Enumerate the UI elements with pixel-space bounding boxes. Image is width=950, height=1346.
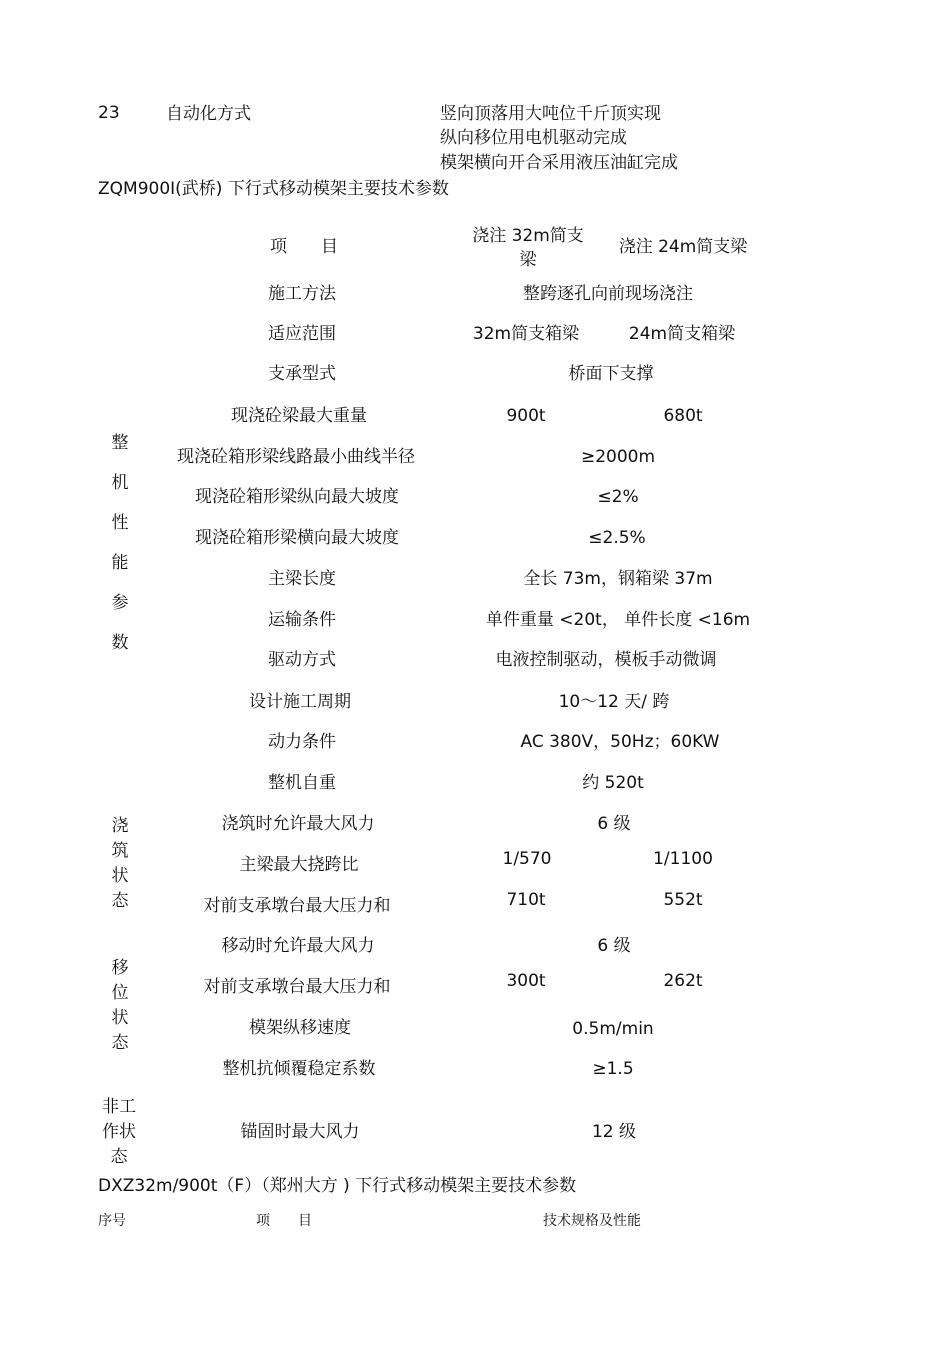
row-item: 主梁最大挠跨比 <box>239 855 359 875</box>
section-title-2: DXZ32m/900t（F）（郑州大方 ) 下行式移动模架主要技术参数 <box>98 1176 577 1196</box>
row-item: 移动时允许最大风力 <box>221 936 375 956</box>
row-value: 整跨逐孔向前现场浇注 <box>523 284 693 304</box>
item-number: 23 <box>98 103 120 123</box>
row-value: 电液控制驱动，模板手动微调 <box>495 650 717 670</box>
group-char: 机 <box>111 473 129 493</box>
item-desc-line-3: 模架横向开合采用液压油缸完成 <box>440 153 678 173</box>
row-item: 现浇砼箱形梁线路最小曲线半径 <box>177 447 415 467</box>
group-char: 筑 <box>111 841 129 861</box>
row-value-1: 900t <box>506 406 546 426</box>
row-item: 浇筑时允许最大风力 <box>221 814 375 834</box>
row-item: 运输条件 <box>268 610 336 630</box>
header-col2: 浇注 24m简支梁 <box>618 237 748 257</box>
group-char: 数 <box>111 633 129 653</box>
row-value: 12 级 <box>591 1122 637 1142</box>
row-value: 桥面下支撑 <box>568 364 654 384</box>
header-seq: 序号 <box>98 1213 126 1229</box>
row-item: 对前支承墩台最大压力和 <box>203 977 391 997</box>
row-value: 10～12 天/ 跨 <box>558 692 670 712</box>
row-value-1: 300t <box>506 971 546 991</box>
group-char: 位 <box>111 983 129 1003</box>
group-char: 移 <box>111 958 129 978</box>
row-item: 现浇砼箱形梁纵向最大坡度 <box>195 487 399 507</box>
row-value-2: 552t <box>663 890 703 910</box>
row-item: 现浇砼梁最大重量 <box>231 406 367 426</box>
row-value: 6 级 <box>597 814 631 834</box>
row-item: 现浇砼箱形梁横向最大坡度 <box>195 528 399 548</box>
header-item: 项 目 <box>270 237 338 257</box>
row-item: 模架纵移速度 <box>249 1018 351 1038</box>
row-value-1: 710t <box>506 890 546 910</box>
group-char: 性 <box>111 513 129 533</box>
group-char: 态 <box>111 891 129 911</box>
group-char: 态 <box>110 1147 128 1167</box>
group-char: 态 <box>111 1033 129 1053</box>
group-char: 能 <box>111 553 129 573</box>
row-item: 主梁长度 <box>268 569 336 589</box>
group-char: 状 <box>111 866 129 886</box>
group-char: 状 <box>111 1008 129 1028</box>
row-value-2: 1/1100 <box>653 849 713 869</box>
section-title: ZQM900I(武桥) 下行式移动模架主要技术参数 <box>98 179 449 199</box>
row-item: 支承型式 <box>268 364 336 384</box>
row-value-2: 262t <box>663 971 703 991</box>
row-value: 6 级 <box>597 936 631 956</box>
header-item-2: 项 目 <box>256 1213 312 1229</box>
row-value: AC 380V，50Hz；60KW <box>520 732 720 752</box>
row-item: 设计施工周期 <box>249 692 351 712</box>
header-spec: 技术规格及性能 <box>543 1213 641 1229</box>
row-value-2: 680t <box>663 406 703 426</box>
row-value: 单件重量 <20t， 单件长度 <16m <box>485 610 751 630</box>
group-char: 作状 <box>102 1122 136 1142</box>
row-value: ≤2.5% <box>588 528 646 548</box>
group-char: 整 <box>111 433 129 453</box>
row-value: ≤2% <box>597 487 639 507</box>
row-value-1: 1/570 <box>502 849 552 869</box>
item-desc-line-1: 竖向顶落用大吨位千斤顶实现 <box>440 104 661 124</box>
row-item: 对前支承墩台最大压力和 <box>203 896 391 916</box>
row-value: ≥1.5 <box>592 1059 634 1079</box>
row-value: 0.5m/min <box>572 1019 654 1039</box>
row-value-2: 24m简支箱梁 <box>628 324 736 344</box>
item-name: 自动化方式 <box>166 104 251 124</box>
item-desc-line-2: 纵向移位用电机驱动完成 <box>440 128 627 148</box>
row-item: 驱动方式 <box>268 650 336 670</box>
row-value-1: 32m简支箱梁 <box>472 324 580 344</box>
header-col1-line1: 浇注 32m简支 <box>472 226 584 246</box>
group-char: 参 <box>111 593 129 613</box>
row-item: 施工方法 <box>268 284 336 304</box>
group-char: 非工 <box>102 1097 136 1117</box>
row-value: 全长 73m，钢箱梁 37m <box>523 569 713 589</box>
row-item: 整机自重 <box>268 773 336 793</box>
header-col1-line2: 梁 <box>519 250 537 270</box>
row-value: 约 520t <box>582 773 644 793</box>
row-item: 整机抗倾覆稳定系数 <box>222 1059 376 1079</box>
row-item: 锚固时最大风力 <box>240 1122 360 1142</box>
row-item: 动力条件 <box>268 732 336 752</box>
group-char: 浇 <box>111 816 129 836</box>
row-value: ≥2000m <box>580 447 656 467</box>
row-item: 适应范围 <box>268 324 336 344</box>
